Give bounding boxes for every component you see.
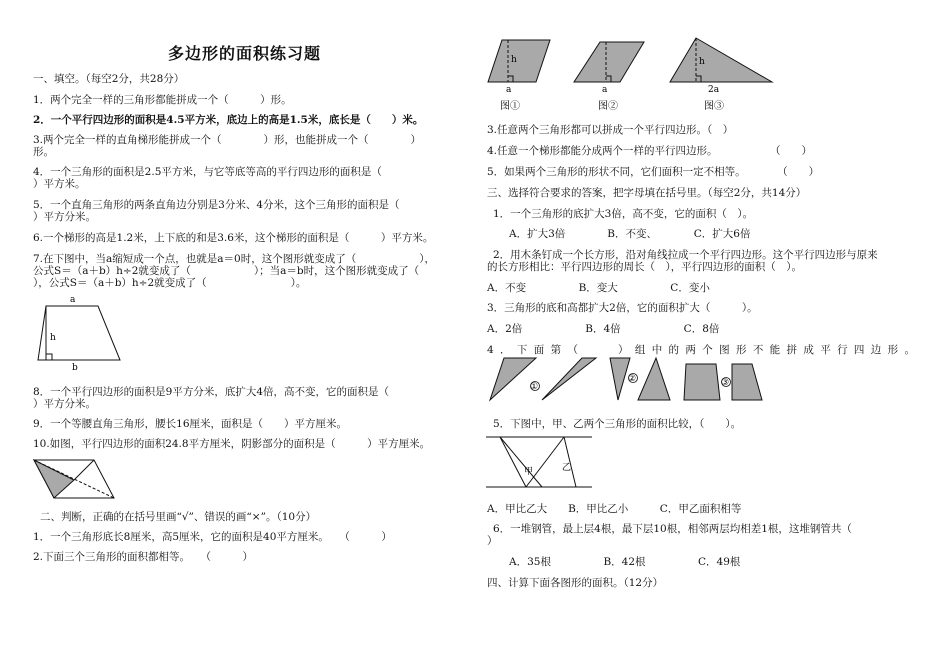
s3-q1-options: A．扩大3倍 B．不变、 C．扩大6倍 <box>509 228 751 240</box>
s2-q4: 4.任意一个梯形都能分成两个一样的平行四边形。 （ ） <box>487 145 813 157</box>
group2-number: ② <box>628 374 637 384</box>
s1-q7-line3: ），公式S＝（a＋b）h÷2就变成了（ ）。 <box>33 277 307 289</box>
section1-heading: 一、填空。（每空2分，共28分） <box>33 73 185 85</box>
s3-q3: 3．三角形的底和高都扩大2倍，它的面积扩大（ ）。 <box>487 302 758 314</box>
s3-q2-options: A．不变 B．变大 C．变小 <box>487 282 710 294</box>
section2-heading: 二、判断，正确的在括号里画“√”、错误的画“×”。（10分） <box>40 511 317 523</box>
s3-q4: 4．下面第（ ）组中的两个图形不能拼成平行四边形。 <box>487 344 915 356</box>
fig3-h: h <box>699 57 705 67</box>
fig2-a: a <box>602 85 608 95</box>
s2-q5: 5．如果两个三角形的形状不同，它们面积一定不相等。 （ ） <box>487 166 820 178</box>
s1-q2: 2．一个平行四边形的面积是4.5平方米，底边上的高是1.5米，底长是（ ）米。 <box>33 114 424 126</box>
fig3-2a: 2a <box>708 85 720 95</box>
s3-q5-options: A．甲比乙大 B．甲比乙小 C．甲乙面积相等 <box>487 503 742 515</box>
s1-q4-line1: 4．一个三角形的面积是2.5平方米，与它等底等高的平行四边形的面积是（ <box>33 166 382 178</box>
fig2-caption: 图② <box>598 101 618 112</box>
s1-q8-line2: ）平方分米。 <box>33 398 96 410</box>
section4-heading: 四、计算下面各图形的面积。（12分） <box>487 577 664 589</box>
s1-q3-line2: 形。 <box>33 146 54 158</box>
jia-yi-triangles-figure <box>486 433 596 493</box>
s3-q6-line1: 6．一堆钢管，最上层4根，最下层10根，相邻两层均相差1根，这堆钢管共（ <box>493 523 852 535</box>
s3-q5: 5．下图中，甲、乙两个三角形的面积比较，（ ）。 <box>493 418 742 430</box>
s1-q1: 1．两个完全一样的三角形都能拼成一个（ ）形。 <box>33 94 292 106</box>
fig1-a: a <box>506 85 512 95</box>
s1-q9: 9．一个等腰直角三角形，腰长16厘米，面积是（ ）平方厘米。 <box>33 418 348 430</box>
trapezoid-figure <box>34 294 124 373</box>
s3-q6-line2: ） <box>487 535 498 547</box>
shape-groups-figure <box>488 356 768 402</box>
label-h: h <box>50 333 56 343</box>
page-title: 多边形的面积练习题 <box>168 44 322 63</box>
s1-q3-line1: 3.两个完全一样的直角梯形能拼成一个（ ）形，也能拼成一个（ ） <box>33 134 422 146</box>
s1-q8-line1: 8．一个平行四边形的面积是9平方分米，底扩大4倍，高不变，它的面积是（ <box>33 386 390 398</box>
s3-q6-options: A．35根 B．42根 C．49根 <box>509 556 741 568</box>
parallelogram-shaded-figure <box>32 458 122 504</box>
label-b: b <box>72 363 78 373</box>
fig1-h: h <box>511 55 517 65</box>
group1-number: ① <box>530 382 539 392</box>
fig3-caption: 图③ <box>704 101 724 112</box>
s1-q7-line2: 公式S＝（a＋b）h÷2就变成了（ ）；当a＝b时，这个图形就变成了（ <box>33 265 420 277</box>
s1-q4-line2: ）平方米。 <box>33 178 86 190</box>
label-yi: 乙 <box>562 463 572 473</box>
s1-q5-line2: ）平方分米。 <box>33 211 96 223</box>
s2-q3: 3.任意两个三角形都可以拼成一个平行四边形。（ ） <box>487 124 734 136</box>
s1-q7-line1: 7.在下图中，当a缩短成一个点，也就是a＝0时，这个图形就变成了（ ）， <box>33 253 435 265</box>
s3-q1: 1．一个三角形的底扩大3倍，高不变，它的面积（ ）。 <box>493 208 754 220</box>
s2-q1: 1．一个三角形底长8厘米，高5厘米，它的面积是40平方厘米。 （ ） <box>33 531 392 543</box>
s3-q3-options: A．2倍 B．4倍 C．8倍 <box>487 323 720 335</box>
three-triangles-figure <box>488 36 788 116</box>
label-jia: 甲 <box>524 467 534 477</box>
s3-q2-line2: 的长方形相比：平行四边形的周长（ ），平行四边形的面积（ ）。 <box>487 261 802 273</box>
s3-q2-line1: 2．用木条钉成一个长方形，沿对角线拉成一个平行四边形。这个平行四边形与原来 <box>493 249 878 261</box>
s1-q5-line1: 5．一个直角三角形的两条直角边分别是3分米、4分米，这个三角形的面积是（ <box>33 199 400 211</box>
s1-q10: 10.如图，平行四边形的面积24.8平方厘米，阴影部分的面积是（ ）平方厘米。 <box>33 438 431 450</box>
label-a: a <box>70 295 76 305</box>
fig1-caption: 图① <box>500 101 520 112</box>
s1-q6: 6.一个梯形的高是1.2米，上下底的和是3.6米，这个梯形的面积是（ ）平方米。 <box>33 232 434 244</box>
s2-q2: 2.下面三个三角形的面积都相等。 （ ） <box>33 551 254 563</box>
group3-number: ③ <box>721 378 730 388</box>
section3-heading: 三、选择符合要求的答案，把字母填在括号里。（每空2分，共14分） <box>487 187 807 199</box>
